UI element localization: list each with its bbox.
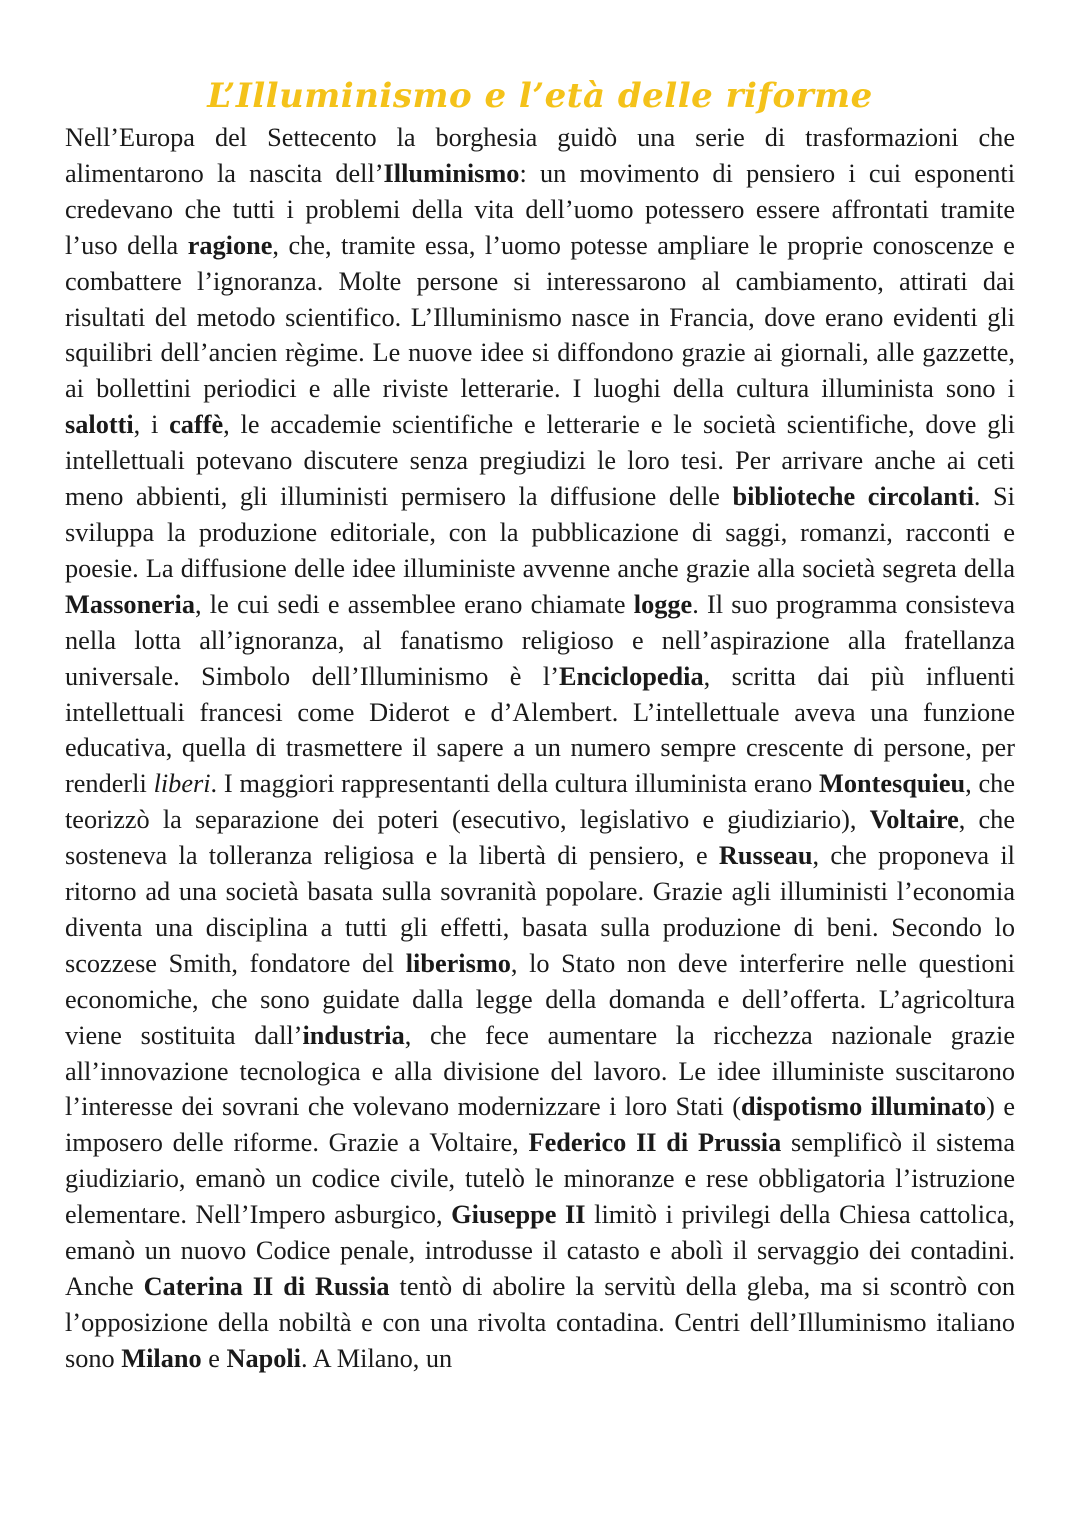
bold-term: dispotismo illuminato — [740, 1092, 987, 1122]
text-run: ) e imposero delle riforme. Grazie a Voltaire, — [65, 1092, 1015, 1158]
bold-term: ragione — [187, 230, 273, 260]
text-run: . Il suo programma consisteva nella lotta all’ignoranza, al fanatismo religioso e nell’aspirazione alla fratellanza universale. Simbolo dell’Illuminismo è l’ — [65, 589, 1016, 691]
text-run: semplificò il sistema giudiziario, emanò un codice civile, tutelò le minoranze e rese obbligatoria l’istruzione elementare. Nell’Impero asburgico, — [65, 1128, 1016, 1230]
text-run: e — [201, 1343, 227, 1373]
bold-term: industria — [302, 1020, 405, 1050]
text-run: : un movimento di pensiero i cui esponenti credevano che tutti i problemi della vita dell’uomo potessero essere affrontati tramite l’uso della — [65, 158, 1016, 260]
text-run: , le cui sedi e assemblee erano chiamate — [195, 589, 634, 619]
page-title: L’Illuminismo e l’età delle riforme — [207, 76, 873, 116]
bold-term: Massoneria — [65, 589, 196, 619]
text-run: . A Milano, un — [300, 1343, 453, 1373]
text-run: , lo Stato non deve interferire nelle questioni economiche, che sono guidate dalla legge della domanda e dell’offerta. L’agricoltura viene sostituita dall’ — [65, 948, 1015, 1050]
bold-term: liberismo — [405, 948, 511, 978]
bold-term: logge — [633, 589, 693, 619]
bold-term: Napoli — [226, 1343, 301, 1373]
text-run: tentò di abolire la servitù della gleba, ma si scontrò con l’opposizione della nobiltà e con una rivolta contadina. Centri dell’Illuminismo italiano sono — [65, 1272, 1015, 1373]
bold-term: Voltaire — [869, 805, 959, 835]
bold-term: Illuminismo — [383, 158, 520, 188]
text-run: , scritta dai più influenti intellettuali francesi come Diderot e d’Alembert. L’intellettuale aveva una funzione educativa, quella di trasmettere il sapere a un numero sempre crescente di persone, per renderli — [65, 661, 1015, 799]
body-paragraph — [65, 120, 1015, 1377]
italic-term: liberi — [153, 769, 211, 799]
bold-term: Milano — [121, 1343, 202, 1373]
text-run: , che, tramite essa, l’uomo potesse ampliare le proprie conoscenze e combattere l’ignoranza. Molte persone si interessarono al cambiamento, attirati dai risultati del metodo scientifico. L’Illuminismo nasce in Francia, dove erano evidenti gli squilibri dell’ancien règime. Le nuove idee si diffondono grazie ai giornali, alle gazzette, ai bollettini periodici e alle riviste letterarie. I luoghi della cultura illuminista sono i — [65, 230, 1015, 404]
bold-term: Giuseppe II — [451, 1200, 586, 1230]
text-run: , le accademie scientifiche e letterarie e le società scientifiche, dove gli intellettuali potevano discutere senza pregiudizi le loro tesi. Per arrivare anche ai ceti meno abbienti, gli illuministi permisero la diffusione delle — [65, 410, 1015, 512]
bold-term: biblioteche circolanti — [732, 482, 974, 512]
bold-term: salotti — [65, 410, 134, 440]
bold-term: caffè — [169, 410, 224, 440]
text-run: , che sosteneva la tolleranza religiosa e la libertà di pensiero, e — [65, 805, 1015, 871]
bold-term: Montesquieu — [819, 769, 966, 799]
text-run: limitò i privilegi della Chiesa cattolica, emanò un nuovo Codice penale, introdusse il catasto e abolì il servaggio dei contadini. Anche — [65, 1200, 1015, 1301]
text-run: , che proponeva il ritorno ad una società basata sulla sovranità popolare. Grazie agli illuministi l’economia diventa una disciplina a tutti gli effetti, basata sulla produzione di beni. Secondo lo scozzese Smith, fondatore del — [65, 841, 1015, 978]
text-run: . Si sviluppa la produzione editoriale, con la pubblicazione di saggi, romanzi, racconti e poesie. La diffusione delle idee illuministe avvenne anche grazie alla società segreta della — [65, 482, 1015, 583]
text-run: Nell’Europa del Settecento la borghesia guidò una serie di trasformazioni che alimentarono la nascita dell’ — [65, 123, 1015, 188]
text-run: , che teorizzò la separazione dei poteri (esecutivo, legislativo e giudiziario), — [65, 769, 1016, 835]
bold-term: Russeau — [718, 841, 813, 871]
bold-term: Federico II di Prussia — [528, 1128, 782, 1158]
text-run: , che fece aumentare la ricchezza nazionale grazie all’innovazione tecnologica e alla divisione del lavoro. Le idee illuministe suscitarono l’interesse dei sovrani che volevano modernizzare i loro Stati ( — [65, 1020, 1015, 1122]
text-run: . I maggiori rappresentanti della cultura illuminista erano — [210, 769, 820, 799]
bold-term: Enciclopedia — [558, 661, 704, 691]
text-run: , i — [133, 410, 170, 440]
bold-term: Caterina II di Russia — [143, 1272, 390, 1301]
